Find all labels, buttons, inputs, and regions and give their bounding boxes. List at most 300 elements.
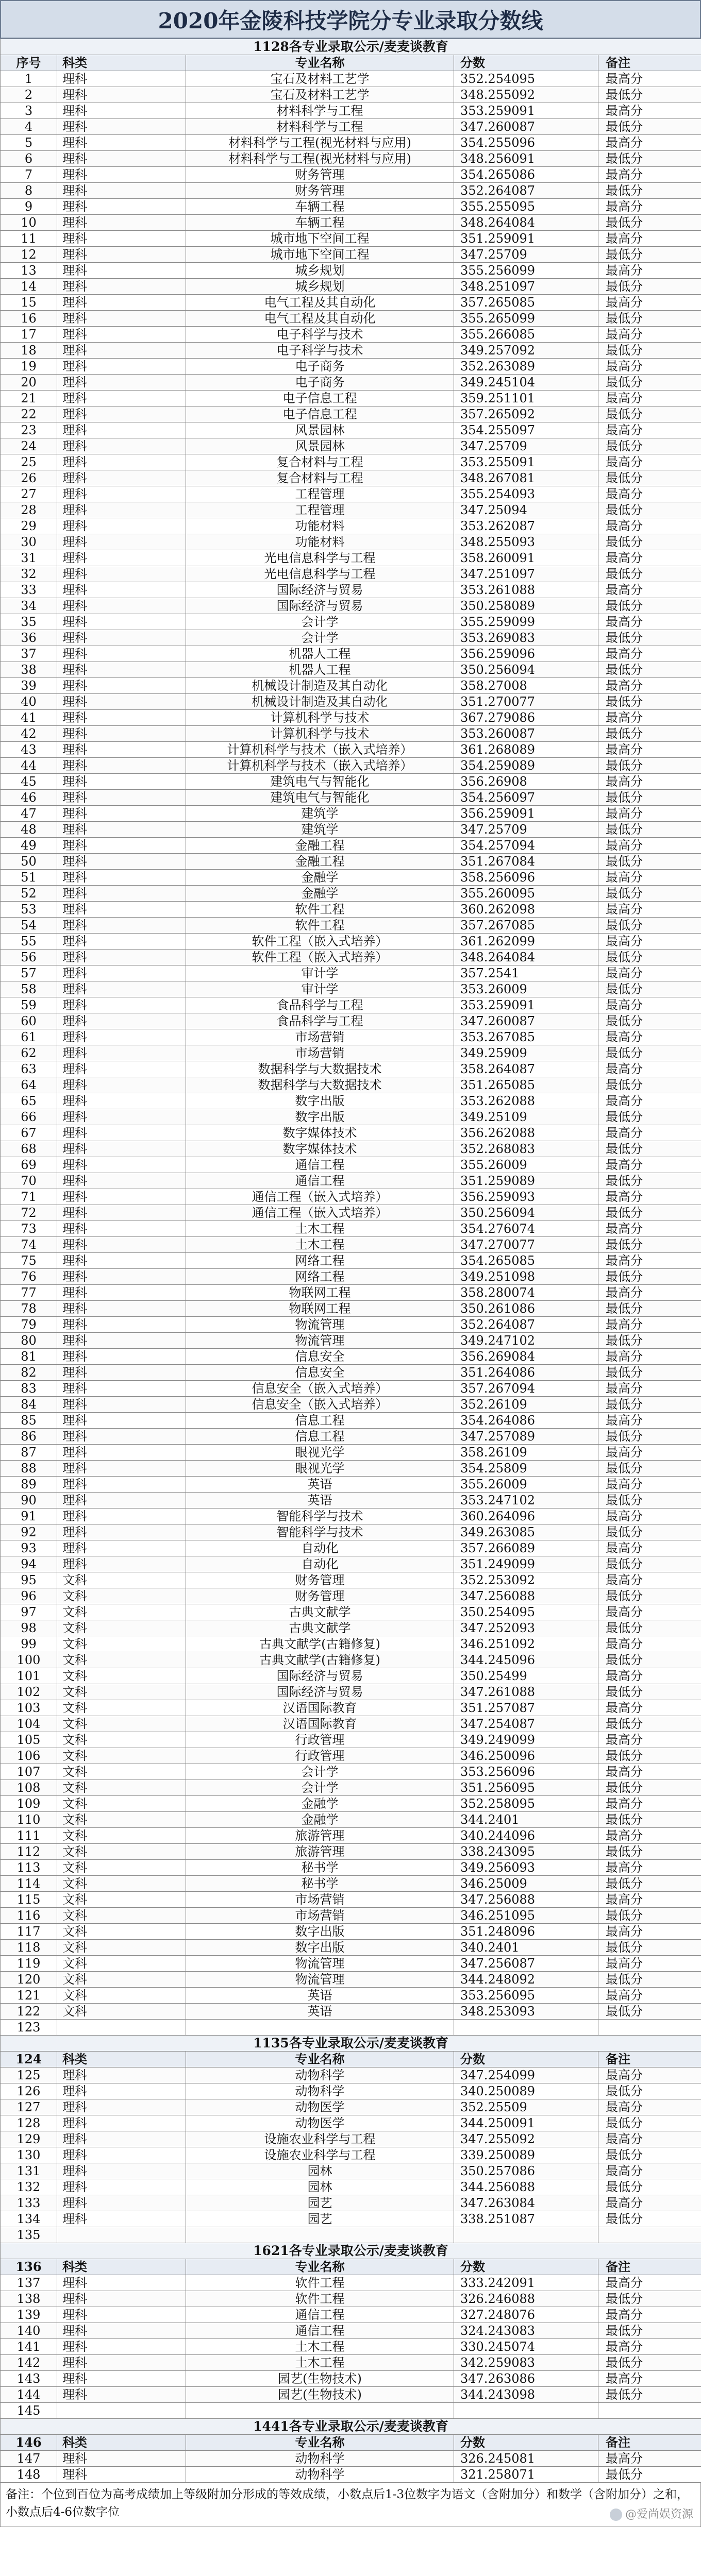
row-note: 最高分 (598, 1636, 701, 1652)
row-category: 理科 (57, 1045, 186, 1061)
row-score: 357.265092 (454, 406, 598, 422)
row-major: 电子科学与技术 (186, 343, 454, 359)
row-category: 理科 (57, 1509, 186, 1524)
row-major: 数字出版 (186, 1924, 454, 1940)
row-score: 352.25509 (454, 2099, 598, 2115)
table-row (1, 806, 701, 822)
row-major: 工程管理 (186, 486, 454, 502)
row-major: 建筑电气与智能化 (186, 774, 454, 790)
row-score: 344.245096 (454, 1652, 598, 1668)
row-major: 动物医学 (186, 2115, 454, 2131)
row-category: 理科 (57, 614, 186, 630)
row-major: 计算机科学与技术 (186, 726, 454, 742)
row-note: 最高分 (598, 678, 701, 694)
row-score: 357.266089 (454, 1540, 598, 1556)
row-score: 353.26009 (454, 981, 598, 997)
row-note: 最低分 (598, 2179, 701, 2195)
row-category: 理科 (57, 1157, 186, 1173)
row-note: 最高分 (598, 1924, 701, 1940)
table-row (1, 710, 701, 726)
table-row (1, 1029, 701, 1045)
row-category: 理科 (57, 790, 186, 806)
row-note: 最低分 (598, 598, 701, 614)
row-index: 44 (1, 758, 57, 774)
row-major: 网络工程 (186, 1269, 454, 1285)
row-index: 43 (1, 742, 57, 758)
row-score: 354.259089 (454, 758, 598, 774)
row-score: 356.259096 (454, 646, 598, 662)
row-note: 最低分 (598, 1205, 701, 1221)
row-major: 财务管理 (186, 1588, 454, 1604)
row-major: 会计学 (186, 614, 454, 630)
row-major: 英语 (186, 1988, 454, 2004)
row-note: 最低分 (598, 470, 701, 486)
row-category: 文科 (57, 1828, 186, 1844)
row-index: 140 (1, 2323, 57, 2339)
row-category: 文科 (57, 1684, 186, 1700)
row-index: 101 (1, 1668, 57, 1684)
row-note: 最高分 (598, 902, 701, 918)
row-score: 346.251092 (454, 1636, 598, 1652)
row-major: 计算机科学与技术（嵌入式培养） (186, 742, 454, 758)
row-index: 21 (1, 391, 57, 406)
section-heading: 1128各专业录取公示/麦麦谈教育 (1, 39, 701, 55)
header-category: 科类 (57, 2435, 186, 2451)
table-row (1, 2211, 701, 2227)
row-index: 50 (1, 854, 57, 870)
row-major: 车辆工程 (186, 199, 454, 215)
row-index: 110 (1, 1812, 57, 1828)
row-note: 最低分 (598, 2115, 701, 2131)
row-score: 357.2541 (454, 965, 598, 981)
row-score: 354.256097 (454, 790, 598, 806)
row-score: 354.257094 (454, 838, 598, 854)
row-major: 车辆工程 (186, 215, 454, 231)
row-category: 理科 (57, 2083, 186, 2099)
header-major: 专业名称 (186, 2259, 454, 2275)
row-index: 97 (1, 1604, 57, 1620)
row-category: 理科 (57, 119, 186, 135)
table-row (1, 662, 701, 678)
table-row (1, 822, 701, 838)
table-row (1, 1157, 701, 1173)
row-note: 最低分 (598, 2291, 701, 2307)
row-score: 353.255091 (454, 454, 598, 470)
row-category: 文科 (57, 1572, 186, 1588)
row-major: 风景园林 (186, 422, 454, 438)
table-row (1, 2099, 701, 2115)
row-score: 338.251087 (454, 2211, 598, 2227)
row-note: 最低分 (598, 2211, 701, 2227)
table-row (1, 534, 701, 550)
row-note: 最低分 (598, 215, 701, 231)
table-row (1, 1812, 701, 1828)
row-major: 自动化 (186, 1556, 454, 1572)
row-score: 349.263085 (454, 1524, 598, 1540)
table-row (1, 1748, 701, 1764)
row-major: 土木工程 (186, 2355, 454, 2371)
row-category: 理科 (57, 997, 186, 1013)
row-category: 理科 (57, 886, 186, 902)
table-row (1, 2083, 701, 2099)
row-index: 145 (1, 2403, 57, 2419)
row-note: 最低分 (598, 534, 701, 550)
row-note: 最低分 (598, 1908, 701, 1924)
row-category: 文科 (57, 1636, 186, 1652)
row-score: 356.269084 (454, 1349, 598, 1365)
row-category: 理科 (57, 359, 186, 375)
row-major: 软件工程 (186, 918, 454, 934)
column-header-row (1, 55, 701, 71)
row-major: 土木工程 (186, 2339, 454, 2355)
row-score: 349.25109 (454, 1109, 598, 1125)
row-note: 最高分 (598, 2307, 701, 2323)
row-index: 34 (1, 598, 57, 614)
row-score: 347.252093 (454, 1620, 598, 1636)
table-row (1, 1397, 701, 1413)
row-major: 复合材料与工程 (186, 454, 454, 470)
row-category: 理科 (57, 1109, 186, 1125)
row-note (598, 2227, 701, 2243)
row-index: 134 (1, 2211, 57, 2227)
row-index: 123 (1, 2020, 57, 2036)
row-category: 理科 (57, 854, 186, 870)
row-category: 理科 (57, 870, 186, 886)
table-row (1, 1173, 701, 1189)
row-major: 物流管理 (186, 1317, 454, 1333)
row-index: 59 (1, 997, 57, 1013)
row-note: 最低分 (598, 87, 701, 103)
row-score: 352.268083 (454, 1141, 598, 1157)
row-note: 最高分 (598, 614, 701, 630)
row-category: 理科 (57, 327, 186, 343)
table-row (1, 343, 701, 359)
row-index: 55 (1, 934, 57, 950)
row-category: 文科 (57, 1796, 186, 1812)
row-index: 132 (1, 2179, 57, 2195)
row-note: 最低分 (598, 1013, 701, 1029)
row-note: 最高分 (598, 774, 701, 790)
row-major: 会计学 (186, 1780, 454, 1796)
row-major: 电子信息工程 (186, 391, 454, 406)
row-score: 338.243095 (454, 1844, 598, 1860)
row-note: 最高分 (598, 1764, 701, 1780)
row-major: 智能科学与技术 (186, 1509, 454, 1524)
row-category: 文科 (57, 1860, 186, 1876)
row-category: 理科 (57, 902, 186, 918)
table-row (1, 1237, 701, 1253)
row-note: 最低分 (598, 2467, 701, 2483)
row-major: 眼视光学 (186, 1445, 454, 1461)
row-category: 理科 (57, 2099, 186, 2115)
row-index: 105 (1, 1732, 57, 1748)
row-major: 通信工程 (186, 1173, 454, 1189)
row-note: 最低分 (598, 247, 701, 263)
row-category: 理科 (57, 1317, 186, 1333)
row-note: 最低分 (598, 1429, 701, 1445)
row-score: 355.255095 (454, 199, 598, 215)
row-score: 356.26908 (454, 774, 598, 790)
row-index: 82 (1, 1365, 57, 1381)
row-major: 汉语国际教育 (186, 1716, 454, 1732)
row-category: 理科 (57, 1253, 186, 1269)
row-index: 111 (1, 1828, 57, 1844)
row-category: 文科 (57, 1988, 186, 2004)
row-category: 理科 (57, 678, 186, 694)
row-note: 最高分 (598, 1317, 701, 1333)
row-note: 最高分 (598, 870, 701, 886)
row-index: 54 (1, 918, 57, 934)
row-category: 理科 (57, 1461, 186, 1477)
row-major: 宝石及材料工艺学 (186, 71, 454, 87)
row-score: 351.259089 (454, 1173, 598, 1189)
row-score: 344.256088 (454, 2179, 598, 2195)
table-row (1, 199, 701, 215)
row-major: 电气工程及其自动化 (186, 311, 454, 327)
table-row (1, 2323, 701, 2339)
row-note (598, 2403, 701, 2419)
row-major: 动物科学 (186, 2067, 454, 2083)
row-score: 351.270077 (454, 694, 598, 710)
row-category: 理科 (57, 710, 186, 726)
row-note: 最低分 (598, 1269, 701, 1285)
row-score: 351.267084 (454, 854, 598, 870)
row-category: 理科 (57, 838, 186, 854)
row-score: 326.245081 (454, 2451, 598, 2467)
row-score: 357.267085 (454, 918, 598, 934)
table-row (1, 454, 701, 470)
row-index: 26 (1, 470, 57, 486)
row-category: 理科 (57, 1125, 186, 1141)
row-major: 动物科学 (186, 2083, 454, 2099)
row-major: 园艺(生物技术) (186, 2387, 454, 2403)
row-major: 旅游管理 (186, 1828, 454, 1844)
row-index: 80 (1, 1333, 57, 1349)
row-major: 市场营销 (186, 1908, 454, 1924)
row-category: 理科 (57, 502, 186, 518)
row-category: 理科 (57, 2291, 186, 2307)
row-score: 357.265085 (454, 295, 598, 311)
row-category: 理科 (57, 343, 186, 359)
table-row (1, 1365, 701, 1381)
row-major: 财务管理 (186, 1572, 454, 1588)
row-index: 125 (1, 2067, 57, 2083)
row-score: 351.248096 (454, 1924, 598, 1940)
row-index: 138 (1, 2291, 57, 2307)
header-note: 备注 (598, 55, 701, 71)
row-category: 理科 (57, 758, 186, 774)
row-score (454, 2020, 598, 2036)
header-note: 备注 (598, 2435, 701, 2451)
row-index: 86 (1, 1429, 57, 1445)
row-note: 最低分 (598, 630, 701, 646)
row-index: 143 (1, 2371, 57, 2387)
row-category: 理科 (57, 742, 186, 758)
row-major: 功能材料 (186, 534, 454, 550)
table-row (1, 247, 701, 263)
row-major: 古典文献学 (186, 1604, 454, 1620)
row-score: 358.26109 (454, 1445, 598, 1461)
table-row (1, 2355, 701, 2371)
row-score: 348.264084 (454, 215, 598, 231)
row-score: 350.257086 (454, 2163, 598, 2179)
row-index: 25 (1, 454, 57, 470)
table-row (1, 2451, 701, 2467)
row-category (57, 2227, 186, 2243)
row-index: 113 (1, 1860, 57, 1876)
table-row (1, 103, 701, 119)
row-major: 材料科学与工程 (186, 103, 454, 119)
row-note: 最高分 (598, 1732, 701, 1748)
row-note: 最低分 (598, 151, 701, 167)
row-score: 354.255097 (454, 422, 598, 438)
row-category (57, 2020, 186, 2036)
row-index: 45 (1, 774, 57, 790)
row-score: 347.255092 (454, 2131, 598, 2147)
row-note: 最低分 (598, 790, 701, 806)
row-score: 339.250089 (454, 2147, 598, 2163)
row-index: 28 (1, 502, 57, 518)
table-row (1, 1796, 701, 1812)
row-major: 金融学 (186, 1796, 454, 1812)
row-note: 最高分 (598, 1988, 701, 2004)
row-major: 软件工程 (186, 2291, 454, 2307)
table-row (1, 870, 701, 886)
row-score: 340.2401 (454, 1940, 598, 1956)
row-score: 352.253092 (454, 1572, 598, 1588)
row-category: 理科 (57, 1269, 186, 1285)
row-category: 理科 (57, 135, 186, 151)
table-row (1, 1013, 701, 1029)
row-major: 物流管理 (186, 1956, 454, 1972)
row-index: 67 (1, 1125, 57, 1141)
row-major: 市场营销 (186, 1029, 454, 1045)
row-major: 自动化 (186, 1540, 454, 1556)
row-index: 94 (1, 1556, 57, 1572)
table-row (1, 1780, 701, 1796)
row-note: 最低分 (598, 279, 701, 295)
row-category: 理科 (57, 231, 186, 247)
row-note: 最低分 (598, 2004, 701, 2020)
row-major: 电子商务 (186, 359, 454, 375)
row-category: 理科 (57, 391, 186, 406)
row-note: 最高分 (598, 486, 701, 502)
row-score: 350.25499 (454, 1668, 598, 1684)
row-note: 最高分 (598, 391, 701, 406)
row-score: 347.254087 (454, 1716, 598, 1732)
row-note: 最高分 (598, 454, 701, 470)
row-index: 70 (1, 1173, 57, 1189)
row-score: 349.245104 (454, 375, 598, 391)
table-row (1, 470, 701, 486)
table-row (1, 1461, 701, 1477)
table-row (1, 311, 701, 327)
row-major: 光电信息科学与工程 (186, 550, 454, 566)
table-row (1, 1317, 701, 1333)
row-score: 344.250091 (454, 2115, 598, 2131)
row-index: 23 (1, 422, 57, 438)
row-note: 最低分 (598, 981, 701, 997)
row-score: 355.259099 (454, 614, 598, 630)
row-category: 理科 (57, 2467, 186, 2483)
row-major: 信息安全（嵌入式培养） (186, 1397, 454, 1413)
row-note: 最高分 (598, 1093, 701, 1109)
table-row (1, 854, 701, 870)
header-score: 分数 (454, 2052, 598, 2067)
row-note: 最高分 (598, 1413, 701, 1429)
row-major: 物联网工程 (186, 1285, 454, 1301)
row-major: 光电信息科学与工程 (186, 566, 454, 582)
table-row (1, 231, 701, 247)
row-major: 通信工程（嵌入式培养） (186, 1189, 454, 1205)
row-index: 93 (1, 1540, 57, 1556)
row-major: 国际经济与贸易 (186, 598, 454, 614)
row-index: 3 (1, 103, 57, 119)
row-index: 118 (1, 1940, 57, 1956)
section-heading-row (1, 2036, 701, 2052)
row-index: 9 (1, 199, 57, 215)
row-major: 动物科学 (186, 2467, 454, 2483)
table-row (1, 1253, 701, 1269)
row-note: 最低分 (598, 950, 701, 965)
row-note: 最高分 (598, 1157, 701, 1173)
row-category: 理科 (57, 2067, 186, 2083)
row-major: 行政管理 (186, 1748, 454, 1764)
row-note: 最高分 (598, 2163, 701, 2179)
row-score: 333.242091 (454, 2275, 598, 2291)
row-major: 园艺(生物技术) (186, 2371, 454, 2387)
row-score: 356.259091 (454, 806, 598, 822)
row-score: 353.259091 (454, 103, 598, 119)
row-category: 理科 (57, 1013, 186, 1029)
table-row (1, 934, 701, 950)
row-major: 英语 (186, 1493, 454, 1509)
table-row (1, 151, 701, 167)
row-major: 审计学 (186, 981, 454, 997)
row-index: 104 (1, 1716, 57, 1732)
table-row (1, 1045, 701, 1061)
row-score: 349.247102 (454, 1333, 598, 1349)
table-row (1, 758, 701, 774)
row-major (186, 2227, 454, 2243)
row-major: 汉语国际教育 (186, 1700, 454, 1716)
row-score: 358.280074 (454, 1285, 598, 1301)
row-major: 动物医学 (186, 2099, 454, 2115)
row-category: 文科 (57, 1716, 186, 1732)
table-row (1, 1285, 701, 1301)
row-category: 理科 (57, 311, 186, 327)
row-note: 最低分 (598, 918, 701, 934)
row-major: 建筑学 (186, 822, 454, 838)
row-index: 126 (1, 2083, 57, 2099)
row-major: 金融工程 (186, 854, 454, 870)
table-row (1, 1572, 701, 1588)
row-category (57, 2403, 186, 2419)
header-score: 分数 (454, 55, 598, 71)
row-index: 85 (1, 1413, 57, 1429)
row-index: 68 (1, 1141, 57, 1157)
row-score: 357.267094 (454, 1381, 598, 1397)
row-score: 326.246088 (454, 2291, 598, 2307)
row-index: 121 (1, 1988, 57, 2004)
row-category: 理科 (57, 965, 186, 981)
row-score: 354.265085 (454, 1253, 598, 1269)
row-major: 英语 (186, 2004, 454, 2020)
row-category: 文科 (57, 1700, 186, 1716)
row-major (186, 2403, 454, 2419)
row-score: 351.249099 (454, 1556, 598, 1572)
row-note: 最低分 (598, 1077, 701, 1093)
